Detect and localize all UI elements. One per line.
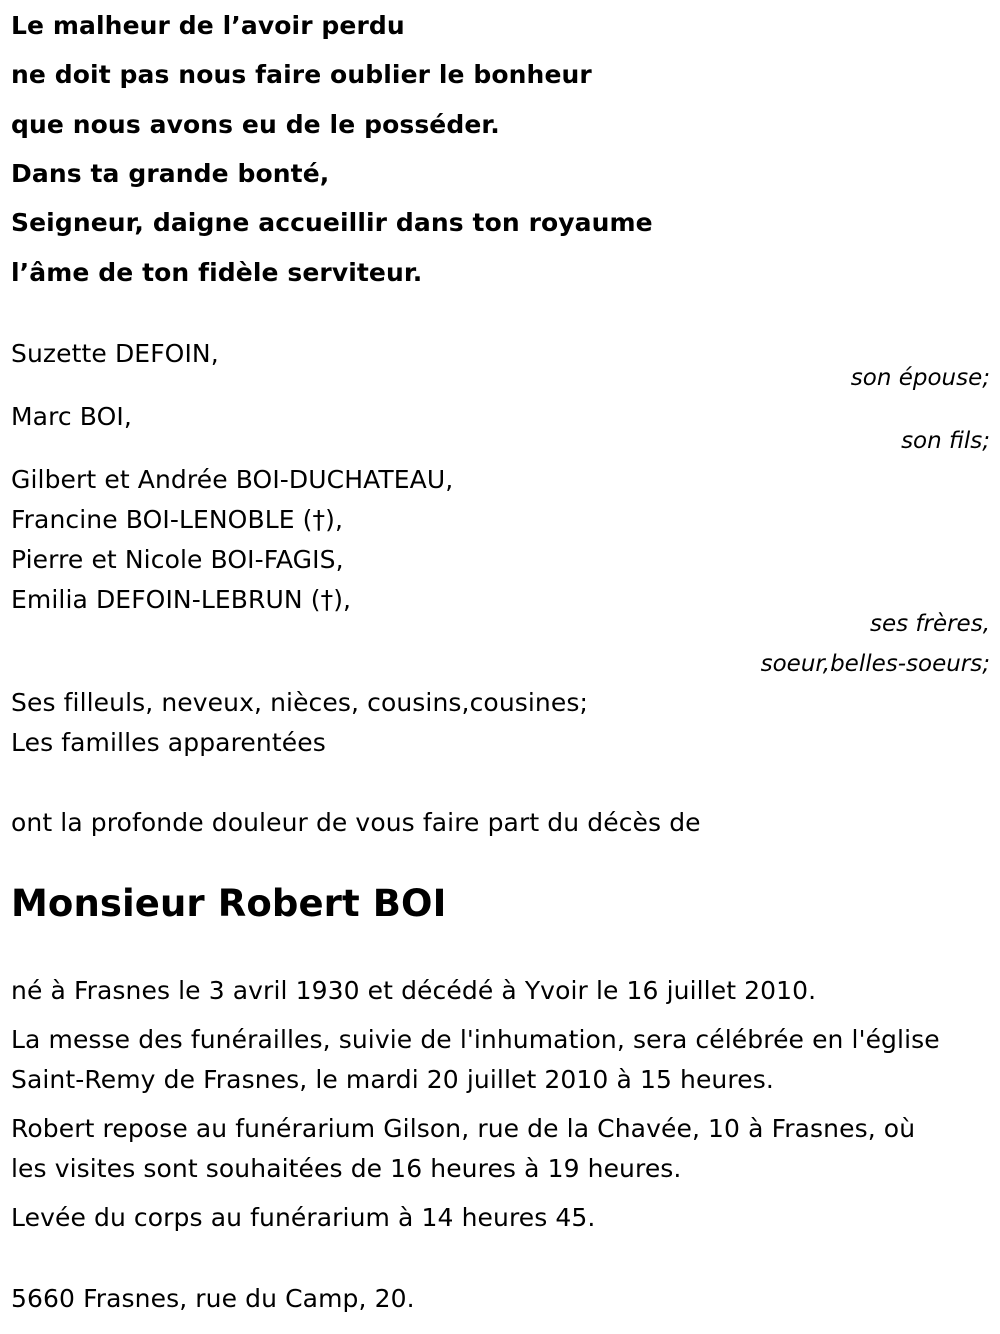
- poem-line-5: Seigneur, daigne accueillir dans ton royaume: [11, 208, 653, 237]
- announcement: ont la profonde douleur de vous faire part du décès de: [11, 808, 701, 837]
- birth-death-line: né à Frasnes le 3 avril 1930 et décédé à Yvoir le 16 juillet 2010.: [11, 976, 817, 1005]
- spouse-relation: son épouse;: [850, 365, 990, 391]
- poem-line-1: Le malheur de l’avoir perdu: [11, 11, 405, 40]
- son-name: Marc BOI,: [11, 402, 132, 431]
- deceased-name: Monsieur Robert BOI: [11, 882, 447, 925]
- mass-line-2: Saint-Remy de Frasnes, le mardi 20 juillet 2010 à 15 heures.: [11, 1065, 774, 1094]
- others-line-2: Les familles apparentées: [11, 728, 326, 757]
- rest-line-1: Robert repose au funérarium Gilson, rue de la Chavée, 10 à Frasnes, où: [11, 1114, 916, 1143]
- son-relation: son fils;: [901, 428, 990, 454]
- rest-line-2: les visites sont souhaitées de 16 heures à 19 heures.: [11, 1154, 682, 1183]
- removal-line: Levée du corps au funérarium à 14 heures 45.: [11, 1203, 596, 1232]
- others-line-1: Ses filleuls, neveux, nièces, cousins,cousines;: [11, 688, 589, 717]
- address-line: 5660 Frasnes, rue du Camp, 20.: [11, 1284, 415, 1313]
- sibling-3: Pierre et Nicole BOI-FAGIS,: [11, 545, 344, 574]
- poem-line-3: que nous avons eu de le posséder.: [11, 110, 500, 139]
- sibling-2: Francine BOI-LENOBLE (†),: [11, 505, 344, 534]
- sibling-4: Emilia DEFOIN-LEBRUN (†),: [11, 585, 352, 614]
- spouse-name: Suzette DEFOIN,: [11, 339, 219, 368]
- sibling-1: Gilbert et Andrée BOI-DUCHATEAU,: [11, 465, 454, 494]
- siblings-relation-2: soeur,belles-soeurs;: [760, 651, 990, 677]
- poem-line-2: ne doit pas nous faire oublier le bonheur: [11, 60, 592, 89]
- mass-line-1: La messe des funérailles, suivie de l'inhumation, sera célébrée en l'église: [11, 1025, 940, 1054]
- siblings-relation-1: ses frères,: [869, 611, 990, 637]
- poem-line-4: Dans ta grande bonté,: [11, 159, 330, 188]
- poem-line-6: l’âme de ton fidèle serviteur.: [11, 258, 423, 287]
